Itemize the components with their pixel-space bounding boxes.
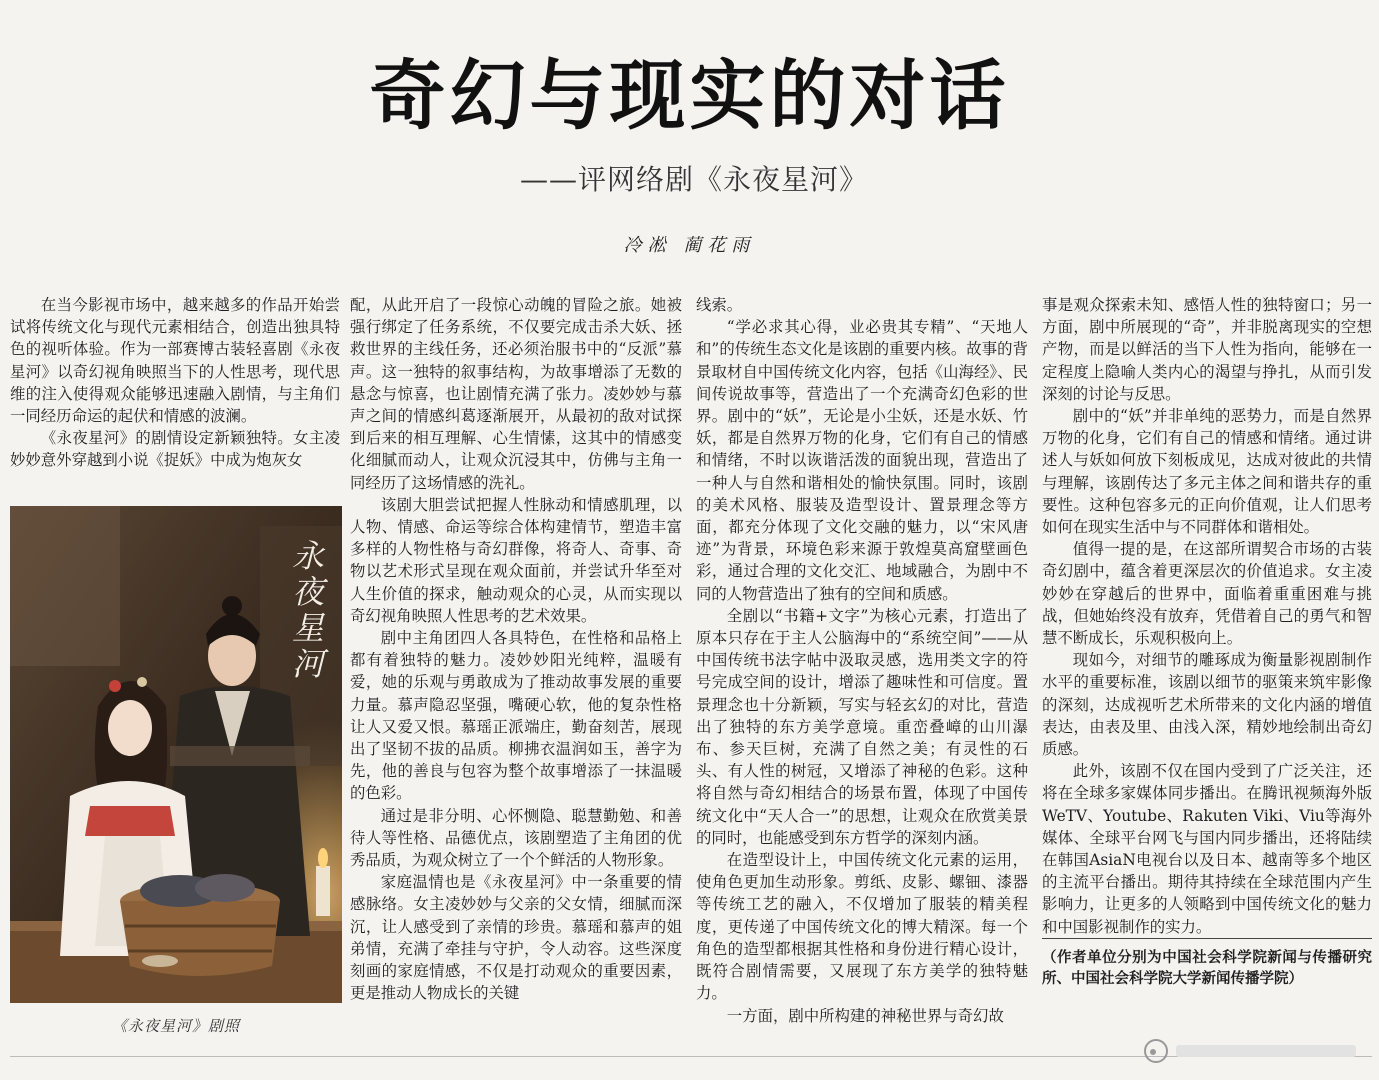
paragraph: 此外，该剧不仅在国内受到了广泛关注，还将在全球多家媒体同步播出。在腾讯视频海外版WeTV、Youtube、Rakuten Viki、Viu等海外媒体、全球平台网飞与国内同步播出，还将陆续在韩国AsiaN电视台以及日本、越南等多个地区的主流平台播出。期待其持续在全球范围内产生影响力，让更多的人领略到中国传统文化的魅力和中国影视制作的实力。 — [1042, 762, 1372, 936]
weibo-watermark-icon — [1142, 1036, 1368, 1066]
paragraph: 全剧以“书籍+文字”为核心元素，打造出了原本只存在于主人公脑海中的“系统空间”——从中国传统书法字帖中汲取灵感，选用类文字的符号完成空间的设计，增添了趣味性和可信度。置景理念也十分新颖，写实与轻玄幻的对比，营造出了独特的东方美学意境。重峦叠嶂的山川瀑布、参天巨树，充满了自然之美；有灵性的石头、有人性的树冠，又增添了神秘的色彩。这种将自然与奇幻相结合的场景布置，体现了中国传统文化中“天人合一”的思想，让观众在欣赏美景的同时，也能感受到东方哲学的深刻内涵。 — [696, 606, 1028, 847]
calligraphy-title: 永夜星河 — [292, 537, 325, 683]
column-1 — [10, 294, 340, 472]
article-authors: 冷凇 蔺花雨 — [623, 235, 756, 256]
paragraph: 剧中主角团四人各具特色，在性格和品格上都有着独特的魅力。凌妙妙阳光纯粹，温暖有爱，她的乐观与勇敢成为了推动故事发展的重要力量。慕声隐忍坚强，嘴硬心软，他的复杂性格让人又爱又恨。慕瑶正派端庄，勤奋刻苦，展现出了坚韧不拔的品质。柳拂衣温润如玉，善字为先，他的善良与包容为整个故事增添了一抹温暖的色彩。 — [350, 629, 682, 803]
paragraph: 值得一提的是，在这部所谓契合市场的古装奇幻剧中，蕴含着更深层次的价值追求。女主凌妙妙在穿越后的世界中，面临着重重困难与挑战，但她始终没有放弃，凭借着自己的勇气和智慧不断成长，乐观积极向上。 — [1042, 540, 1372, 648]
column-2 — [350, 294, 682, 1005]
paragraph: 一方面，剧中所构建的神秘世界与奇幻故 — [726, 1006, 1004, 1025]
paragraph: 在造型设计上，中国传统文化元素的运用，使角色更加生动形象。剪纸、皮影、螺钿、漆器等传统工艺的融入，不仅增加了服装的精美程度，更传递了中国传统文化的博大精深。每一个角色的造型都根据其性格和身份进行精心设计，既符合剧情需要，又展现了东方美学的独特魅力。 — [696, 851, 1028, 1003]
paragraph: 家庭温情也是《永夜星河》中一条重要的情感脉络。女主凌妙妙与父亲的父女情，细腻而深沉，让人感受到了亲情的珍贵。慕瑶和慕声的姐弟情，充满了牵挂与守护，令人动容。这些深度刻画的家庭情感，不仅是打动观众的重要因素，更是推动人物成长的关键 — [350, 873, 682, 1003]
paragraph: 通过是非分明、心怀恻隐、聪慧勤勉、和善待人等性格、品德优点，该剧塑造了主角团的优秀品质，为观众树立了一个个鲜活的人物形象。 — [350, 806, 682, 870]
paragraph: 配，从此开启了一段惊心动魄的冒险之旅。她被强行绑定了任务系统，不仅要完成击杀大妖、拯救世界的主线任务，还必须治服书中的“反派”慕声。这一独特的叙事结构，为故事增添了无数的悬念与惊喜，也让剧情充满了张力。凌妙妙与慕声之间的情感纠葛逐渐展开，从最初的敌对试探到后来的相互理解、心生情愫，这其中的情感变化细腻而动人，让观众沉浸其中，仿佛与主角一同经历了这场情感的洗礼。 — [350, 296, 682, 492]
paragraph: 剧中的“妖”并非单纯的恶势力，而是自然界万物的化身，它们有自己的情感和情绪。通过讲述人与妖如何放下刻板成见，达成对彼此的共情与理解，该剧传达了多元主体之间和谐共存的重要性。这种包容多元的正向价值观，让人们思考如何在现实生活中与不同群体和谐相处。 — [1042, 407, 1372, 537]
paragraph: “学必求其心得，业必贵其专精”、“天地人和”的传统生态文化是该剧的重要内核。故事的背景取材自中国传统文化内容，包括《山海经》、民间传说故事等，营造出了一个充满奇幻色彩的世界。剧中的“妖”，无论是小尘妖，还是水妖、竹妖，都是自然界万物的化身，它们有自己的情感和情绪，不时以诙谐活泼的面貌出现，营造出了一种人与自然和谐相处的愉快氛围。同时，该剧的美术风格、服装及造型设计、置景理念等方面，都充分体现了文化交融的魅力，以“宋风唐迹”为背景，环境色彩来源于敦煌莫高窟壁画色彩，通过合理的文化交汇、地域融合，为剧中不同的人物营造出了独有的空间和质感。 — [696, 318, 1028, 603]
paragraph: 事是观众探索未知、感悟人性的独特窗口；另一方面，剧中所展现的“奇”，并非脱离现实的空想产物，而是以鲜活的当下人性为指向，能够在一定程度上隐喻人类内心的渴望与挣扎，从而引发深刻的讨论与反思。 — [1042, 296, 1372, 403]
drama-still-photo — [10, 506, 342, 1003]
photo-caption: 《永夜星河》剧照 — [111, 1017, 240, 1035]
paragraph: 在当今影视市场中，越来越多的作品开始尝试将传统文化与现代元素相结合，创造出独具特色的视听体验。作为一部赛博古装轻喜剧《永夜星河》以奇幻视角映照当下的人性思考，现代思维的注入使得观众能够迅速融入剧情，与主角们一同经历命运的起伏和情感的波澜。 — [10, 296, 340, 426]
paragraph: 线索。 — [696, 296, 743, 314]
paragraph: 现如今，对细节的雕琢成为衡量影视剧制作水平的重要标准，该剧以细节的驱策来筑牢影像的深刻，达成视听艺术所带来的文化内涵的增值表达，由表及里、由浅入深，精妙地绘制出奇幻质感。 — [1042, 651, 1372, 759]
article-subtitle: ——评网络剧《永夜星河》 — [520, 163, 869, 196]
author-affiliation-note: （作者单位分别为中国社会科学院新闻与传播研究所、中国社会科学院大学新闻传播学院） — [1042, 938, 1372, 989]
paragraph: 《永夜星河》的剧情设定新颖独特。女主凌妙妙意外穿越到小说《捉妖》中成为炮灰女 — [10, 429, 340, 470]
column-4 — [1042, 294, 1372, 989]
paragraph: 该剧大胆尝试把握人性脉动和情感肌理，以人物、情感、命运等综合体构建情节，塑造丰富多样的人物性格与奇幻群像，将奇人、奇事、奇物以艺术形式呈现在观众面前，并尝试升华至对人生价值的探求，触动观众的心灵，从而实现以奇幻视角映照人性思考的艺术效果。 — [350, 495, 682, 625]
article-title: 奇幻与现实的对话 — [369, 51, 1010, 140]
column-3 — [696, 294, 1028, 1027]
